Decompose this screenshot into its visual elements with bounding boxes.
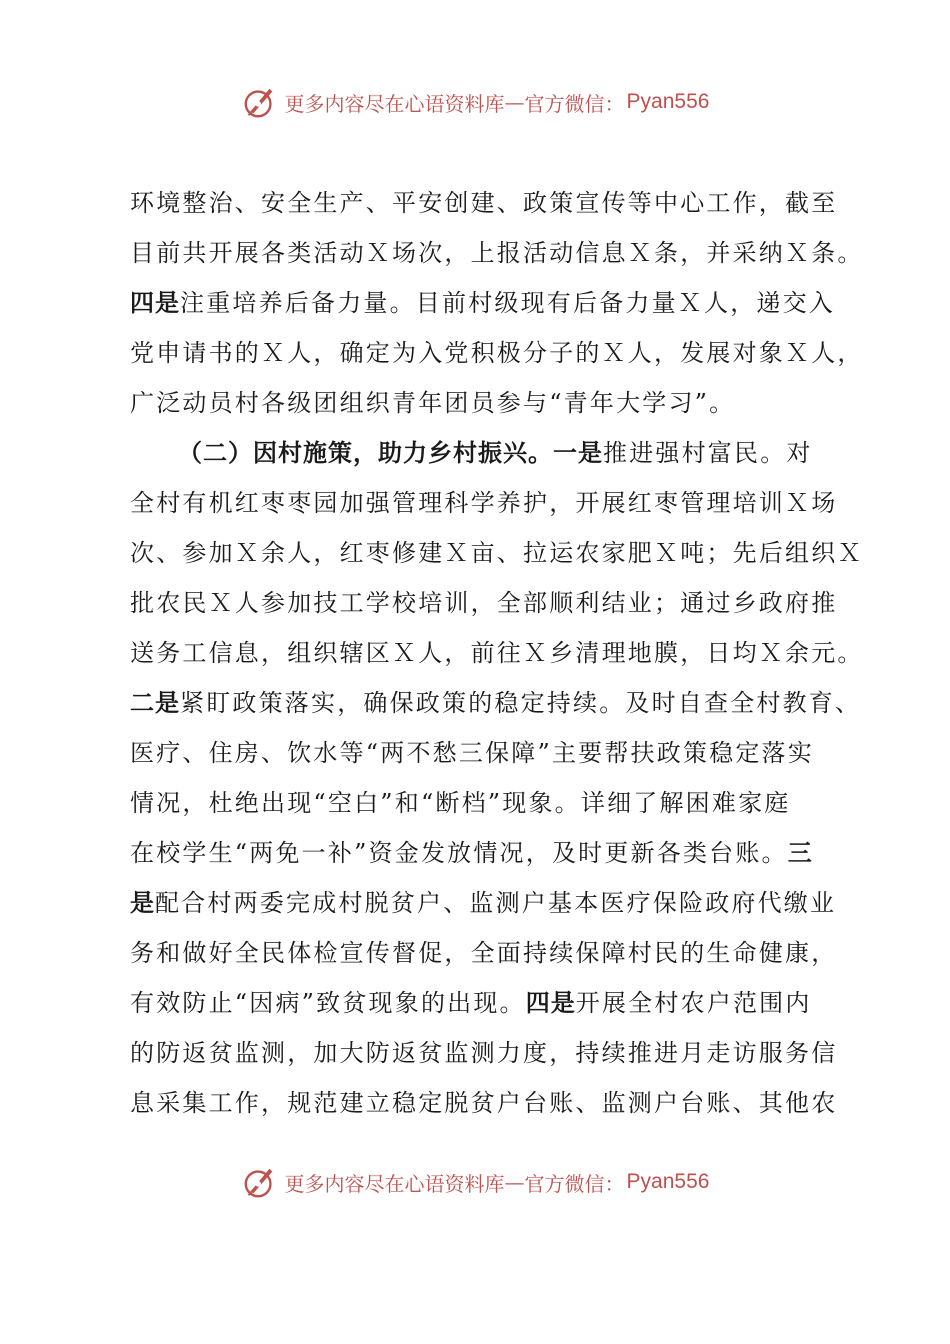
text-run: 务和做好全民体检宣传督促，全面持续保障村民的生命健康，: [130, 939, 838, 967]
text-line: [130, 528, 864, 578]
paragraph: [130, 178, 864, 428]
text-run: 配合村两委完成村脱贫户、监测户基本医疗保险政府代缴业: [155, 889, 837, 917]
banner-content: [241, 1163, 710, 1201]
text-line: [130, 278, 840, 328]
bold-text-run: 二是: [130, 689, 180, 717]
text-line: [130, 228, 864, 278]
bold-text-run: 是: [130, 889, 155, 917]
text-run: 送务工信息，组织辖区Ｘ人，前往Ｘ乡清理地膜，日均Ｘ余元。: [130, 639, 864, 667]
banner-text: 更多内容尽在心语资料库: [284, 91, 505, 116]
banner-wechat-id: Pyan556: [626, 1170, 710, 1193]
text-line: [130, 878, 840, 928]
document-body: [130, 178, 864, 1128]
footer-banner: [0, 1162, 950, 1202]
text-run: 在校学生“两免一补”资金发放情况，及时更新各类台账。: [130, 839, 788, 867]
text-run: 广泛动员村各级团组织青年团员参与“青年大学习”。: [130, 389, 736, 417]
quill-pen-logo-icon: [241, 83, 279, 121]
text-line: [130, 178, 840, 228]
text-run: 环境整治、安全生产、平安创建、政策宣传等中心工作，截至: [130, 189, 838, 217]
text-line: [130, 328, 864, 378]
text-run: 开展全村农户范围内: [575, 989, 812, 1017]
text-line: [130, 928, 840, 978]
text-line: [130, 378, 840, 428]
bold-text-run: 四是: [130, 289, 180, 317]
text-line: [130, 628, 864, 678]
header-banner: [0, 82, 950, 122]
bold-text-run: 四是: [525, 989, 576, 1017]
bold-text-run: （二）因村施策，助力乡村振兴。一是: [178, 439, 603, 467]
text-run: 注重培养后备力量。目前村级现有后备力量Ｘ人，递交入: [180, 289, 835, 317]
banner-dash: —: [504, 90, 525, 114]
text-run: 目前共开展各类活动Ｘ场次，上报活动信息Ｘ条，并采纳Ｘ条。: [130, 239, 864, 267]
text-line: [130, 428, 840, 478]
text-run: 全村有机红枣枣园加强管理科学养护，开展红枣管理培训Ｘ场: [130, 489, 838, 517]
text-run: 批农民Ｘ人参加技工学校培训，全部顺利结业；通过乡政府推: [130, 589, 838, 617]
bold-text-run: 三: [787, 839, 813, 867]
text-line: [130, 778, 840, 828]
text-line: [130, 978, 840, 1028]
text-run: 有效防止“因病”致贫现象的出现。: [130, 989, 526, 1017]
text-line: [130, 828, 840, 878]
text-line: [130, 728, 840, 778]
text-line: [130, 578, 840, 628]
text-run: 次、参加Ｘ余人，红枣修建Ｘ亩、拉运农家肥Ｘ吨；先后组织Ｘ: [130, 539, 864, 567]
banner-content: [241, 83, 710, 121]
text-line: [130, 478, 840, 528]
banner-suffix: 官方微信：: [524, 1171, 625, 1196]
quill-pen-logo-icon: [241, 1163, 279, 1201]
banner-dash: —: [504, 1170, 525, 1194]
text-line: [130, 1078, 840, 1128]
text-run: 情况，杜绝出现“空白”和“断档”现象。详细了解困难家庭: [130, 789, 791, 817]
paragraph: [130, 428, 864, 1128]
banner-text: 更多内容尽在心语资料库: [284, 1171, 505, 1196]
text-line: [130, 1028, 840, 1078]
text-run: 党申请书的Ｘ人，确定为入党积极分子的Ｘ人，发展对象Ｘ人，: [130, 339, 864, 367]
text-run: 的防返贫监测，加大防返贫监测力度，持续推进月走访服务信: [130, 1039, 838, 1067]
banner-wechat-id: Pyan556: [626, 90, 710, 113]
banner-suffix: 官方微信：: [524, 91, 625, 116]
text-line: [130, 678, 862, 728]
text-run: 推进强村富民。对: [603, 439, 813, 467]
text-run: 紧盯政策落实，确保政策的稳定持续。及时自查全村教育、: [180, 689, 862, 717]
text-run: 息采集工作，规范建立稳定脱贫户台账、监测户台账、其他农: [130, 1089, 838, 1117]
text-run: 医疗、住房、饮水等“两不愁三保障”主要帮扶政策稳定落实: [130, 739, 814, 767]
